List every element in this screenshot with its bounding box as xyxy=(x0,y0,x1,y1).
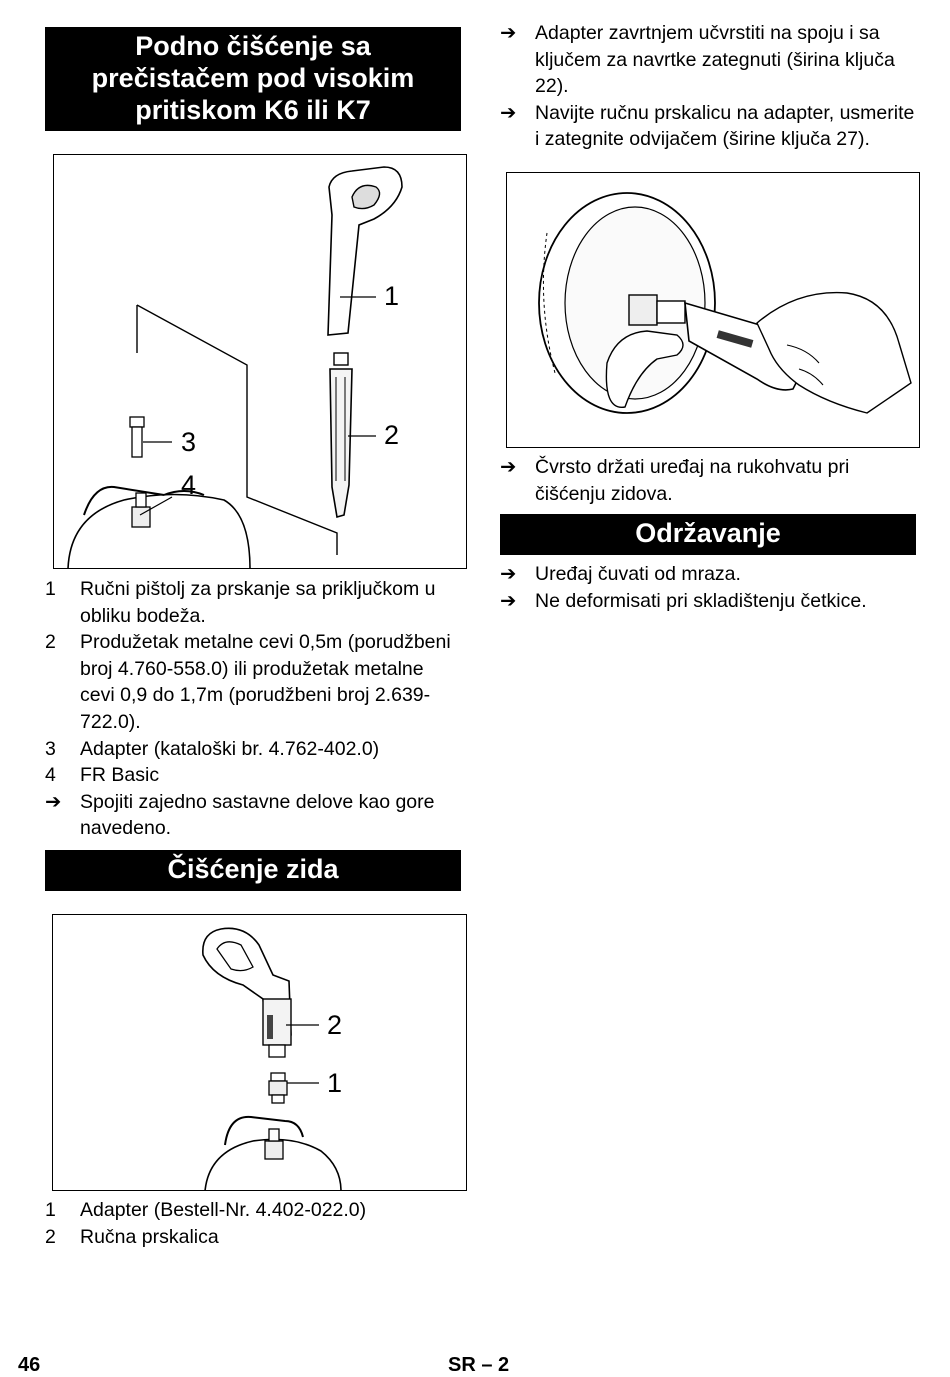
list-item: ➔ Navijte ručnu prskalicu na adapter, usmerite i zategnite odvijačem (širine ključa 27). xyxy=(500,100,916,153)
wall-cleaning-usage-illustration xyxy=(507,173,920,448)
arrow-icon: ➔ xyxy=(500,101,517,124)
list-item: ➔ Adapter zavrtnjem učvrstiti na spoju i sa ključem za navrtke zategnuti (širina ključa 22). xyxy=(500,20,916,100)
callout-3: 3 xyxy=(181,427,197,457)
section-heading-floor-cleaning xyxy=(45,27,461,131)
section-heading-maintenance xyxy=(500,514,916,555)
figure-wall-cleaning-parts xyxy=(52,914,467,1191)
arrow-icon: ➔ xyxy=(500,563,517,586)
list-item: 2 Produžetak metalne cevi 0,5m (porudžbeni broj 4.760-558.0) ili produžetak metalne cevi 0,9 do 1,7m (porudžbeni broj 2.639-722.0). xyxy=(45,631,451,733)
wall-cleaning-illustration xyxy=(53,915,467,1191)
arrow-icon: ➔ xyxy=(500,455,517,478)
callout-1: 1 xyxy=(384,281,400,311)
right-column xyxy=(500,20,916,614)
callout-4: 4 xyxy=(181,470,197,500)
page-number: 46 xyxy=(18,1354,41,1376)
callout-2: 2 xyxy=(327,1009,343,1040)
wall-parts-list xyxy=(45,1197,461,1250)
assembly-parts-illustration xyxy=(54,155,467,569)
list-item: ➔ Spojiti zajedno sastavne delove kao gore navedeno. xyxy=(45,789,461,842)
section-title: Podno čišćenje sa prečistačem pod visokim pritiskom K6 ili K7 xyxy=(91,31,415,125)
list-item: 3 Adapter (kataloški br. 4.762-402.0) xyxy=(45,737,380,760)
list-item: 2 Ručna prskalica xyxy=(45,1225,219,1248)
list-item: 4 FR Basic xyxy=(45,764,160,787)
usage-steps xyxy=(500,454,916,507)
list-item: ➔ Uređaj čuvati od mraza. xyxy=(500,561,916,588)
section-heading-wall-cleaning xyxy=(45,850,461,891)
language-page-label: SR – 2 xyxy=(448,1354,510,1376)
arrow-icon: ➔ xyxy=(45,790,62,813)
figure-wall-cleaning-usage xyxy=(506,172,920,448)
section-title: Održavanje xyxy=(635,518,781,549)
section-title: Čišćenje zida xyxy=(167,853,339,884)
callout-1: 1 xyxy=(327,1067,343,1098)
list-item: 1 Adapter (Bestell-Nr. 4.402-022.0) xyxy=(45,1198,367,1221)
arrow-icon: ➔ xyxy=(500,589,517,612)
list-item: ➔ Čvrsto držati uređaj na rukohvatu pri čišćenju zidova. xyxy=(500,454,916,507)
figure-assembly-parts xyxy=(53,154,467,569)
parts-list xyxy=(45,576,461,842)
assembly-steps xyxy=(500,20,916,153)
maintenance-list xyxy=(500,561,916,614)
list-item: 1 Ručni pištolj za prskanje sa priključkom u obliku bodeža. xyxy=(45,578,436,627)
callout-2: 2 xyxy=(384,420,400,450)
list-item: ➔ Ne deformisati pri skladištenju četkice. xyxy=(500,588,916,615)
arrow-icon: ➔ xyxy=(500,22,517,44)
left-column xyxy=(45,27,461,1250)
